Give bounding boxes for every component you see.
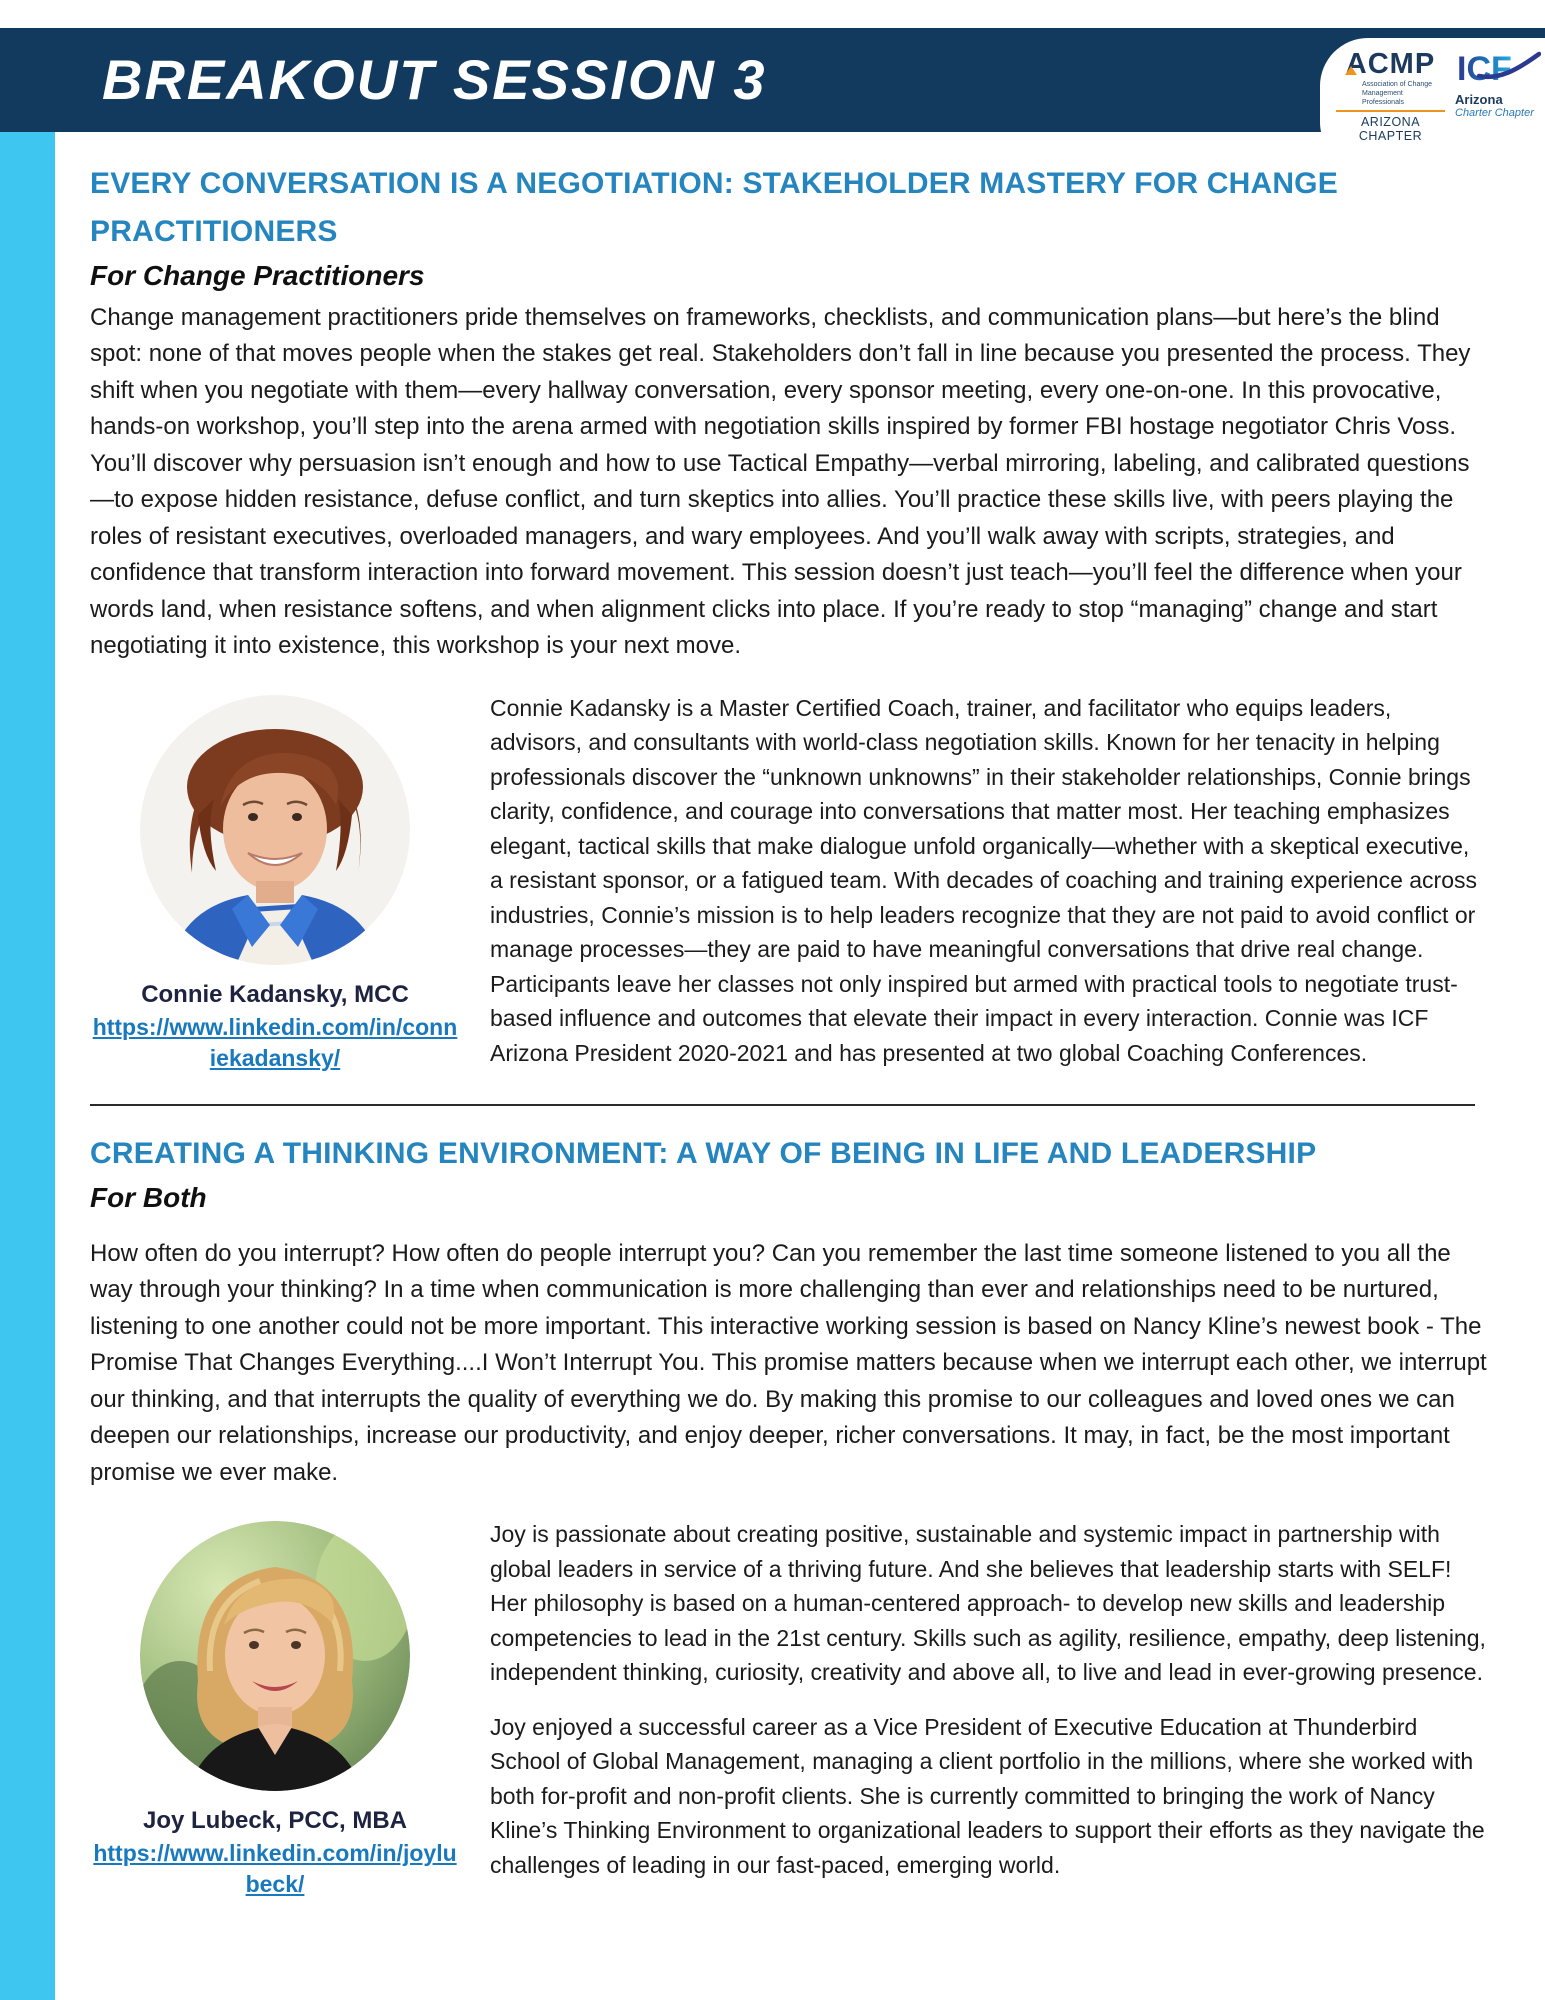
acmp-wordmark (1336, 50, 1445, 79)
speaker-name-connie: Connie Kadansky, MCC (141, 980, 409, 1008)
header-banner (0, 28, 1545, 144)
session-2-bio (490, 1517, 1487, 1882)
session-1-bio (490, 691, 1487, 1071)
icf-chapter-label: Charter Chapter (1455, 107, 1534, 119)
session-1-speaker-row (90, 691, 1487, 1074)
speaker-name-joy: Joy Lubeck, PCC, MBA (142, 1807, 408, 1835)
acmp-triangle-icon (1345, 66, 1357, 75)
section-divider (90, 1104, 1475, 1106)
left-accent-stripe (0, 132, 55, 2000)
connie-linkedin-link[interactable]: https://www.linkedin.com/in/conniekadansky/ (92, 1013, 458, 1071)
icf-region-label: Arizona (1455, 92, 1503, 107)
joy-lubeck-photo (140, 1521, 410, 1791)
session-1 (90, 160, 1487, 1074)
acmp-chapter-label: ARIZONA CHAPTER (1358, 115, 1423, 144)
logo-area (1320, 38, 1545, 170)
session-2 (90, 1130, 1487, 1901)
joy-bio-paragraph-2: Joy enjoyed a successful career as a Vice President of Executive Education at Thunderbird School of Global Management, managing a client portfolio in the millions, where she worked with both for-profit and non-profit clients. She is currently committed to bringing the work of Nancy Kline’s Thinking Environment to organizational leaders to support their efforts as they navigate the challenges of leading in our fast-paced, emerging world. (490, 1713, 1485, 1878)
session-2-description: How often do you interrupt? How often do people interrupt you? Can you remember the last time someone listened to you all the way through your thinking? In a time when communication is more challenging than ever and relationships need to be nurtured, listening to one another could not be more important. This interactive working session is based on Nancy Kline’s newest book - The Promise That Changes Everything....I Won’t Interrupt You. This promise matters because when we interrupt each other, we interrupt our thinking, and that interrupts the quality of everything we do. By making this promise to our colleagues and loved ones we can deepen our relationships, increase our productivity, and enjoy deeper, richer conversations. It may, in fact, be the most important promise we ever make. (90, 1239, 1487, 1486)
speaker-card-connie (90, 691, 460, 1074)
speaker-card-joy (90, 1517, 460, 1900)
acmp-tagline: Association of Change Management Professionals (1362, 81, 1433, 106)
connie-portrait-illustration (140, 695, 410, 965)
joy-portrait-illustration (140, 1521, 410, 1791)
acmp-wordmark-text: ACMP (1345, 48, 1436, 80)
acmp-orange-rule (1336, 110, 1445, 112)
joy-bio-paragraph-1: Joy is passionate about creating positive, sustainable and systemic impact in partnership with global leaders in service of a thriving future. And she believes that leadership starts with SELF! Her philosophy is based on a human-centered approach- to develop new skills and leadership competencies to lead in the 21st century. Skills such as agility, resilience, empathy, deep listening, independent thinking, curiosity, creativity and above all, to live and lead in ever-growing presence. (490, 1521, 1486, 1686)
icf-logo (1455, 50, 1541, 119)
session-2-speaker-row (90, 1517, 1487, 1900)
connie-bio-paragraph: Connie Kadansky is a Master Certified Coach, trainer, and facilitator who equips leaders, advisors, and consultants with world-class negotiation skills. Known for her tenacity in helping professionals discover the “unknown unknowns” in their stakeholder relationships, Connie brings clarity, confidence, and courage into conversations that matter most. Her teaching emphasizes elegant, tactical skills that make dialogue unfold organically—whether with a skeptical executive, a resistant sponsor, or a fatigued team. With decades of coaching and training experience across industries, Connie’s mission is to help leaders recognize that they are not paid to avoid conflict or manage processes—they are paid to have meaningful conversations that drive real change. Participants leave her classes not only inspired but armed with practical tools to negotiate trust-based influence and outcomes that elevate their impact in every interaction. Connie was ICF Arizona President 2020-2021 and has presented at two global Coaching Conferences. (490, 694, 1478, 1066)
session-1-title: EVERY CONVERSATION IS A NEGOTIATION: STAKEHOLDER MASTERY FOR CHANGE PRACTITIONERS (90, 167, 1338, 248)
session-1-audience: For Change Practitioners (90, 260, 425, 291)
svg-text:ICF: ICF (1457, 50, 1512, 88)
page-title: BREAKOUT SESSION 3 (102, 48, 767, 111)
page-content (90, 160, 1487, 1901)
session-1-description: Change management practitioners pride themselves on frameworks, checklists, and communication plans—but here’s the blind spot: none of that moves people when the stakes get real. Stakeholders don’t fall in line because you presented the process. They shift when you negotiate with them—every hallway conversation, every sponsor meeting, every one-on-one. In this provocative, hands-on workshop, you’ll step into the arena armed with negotiation skills inspired by former FBI hostage negotiator Chris Voss. You’ll discover why persuasion isn’t enough and how to use Tactical Empathy—verbal mirroring, labeling, and calibrated questions—to expose hidden resistance, defuse conflict, and turn skeptics into allies. You’ll practice these skills live, with peers playing the roles of resistant executives, overloaded managers, and wary employees. And you’ll walk away with scripts, strategies, and confidence that transform interaction into forward movement. This session doesn’t just teach—you’ll feel the difference when your words land, when resistance softens, and when alignment clicks into place. If you’re ready to stop “managing” change and start negotiating it into existence, this workshop is your next move. (90, 304, 1471, 660)
connie-kadansky-photo (140, 695, 410, 965)
session-2-audience: For Both (90, 1181, 207, 1213)
session-2-title: CREATING A THINKING ENVIRONMENT: A WAY OF BEING IN LIFE AND LEADERSHIP (90, 1136, 1317, 1170)
joy-linkedin-link[interactable]: https://www.linkedin.com/in/joylubeck/ (93, 1840, 457, 1898)
icf-wordmark-icon (1455, 50, 1541, 90)
acmp-logo (1336, 50, 1445, 143)
